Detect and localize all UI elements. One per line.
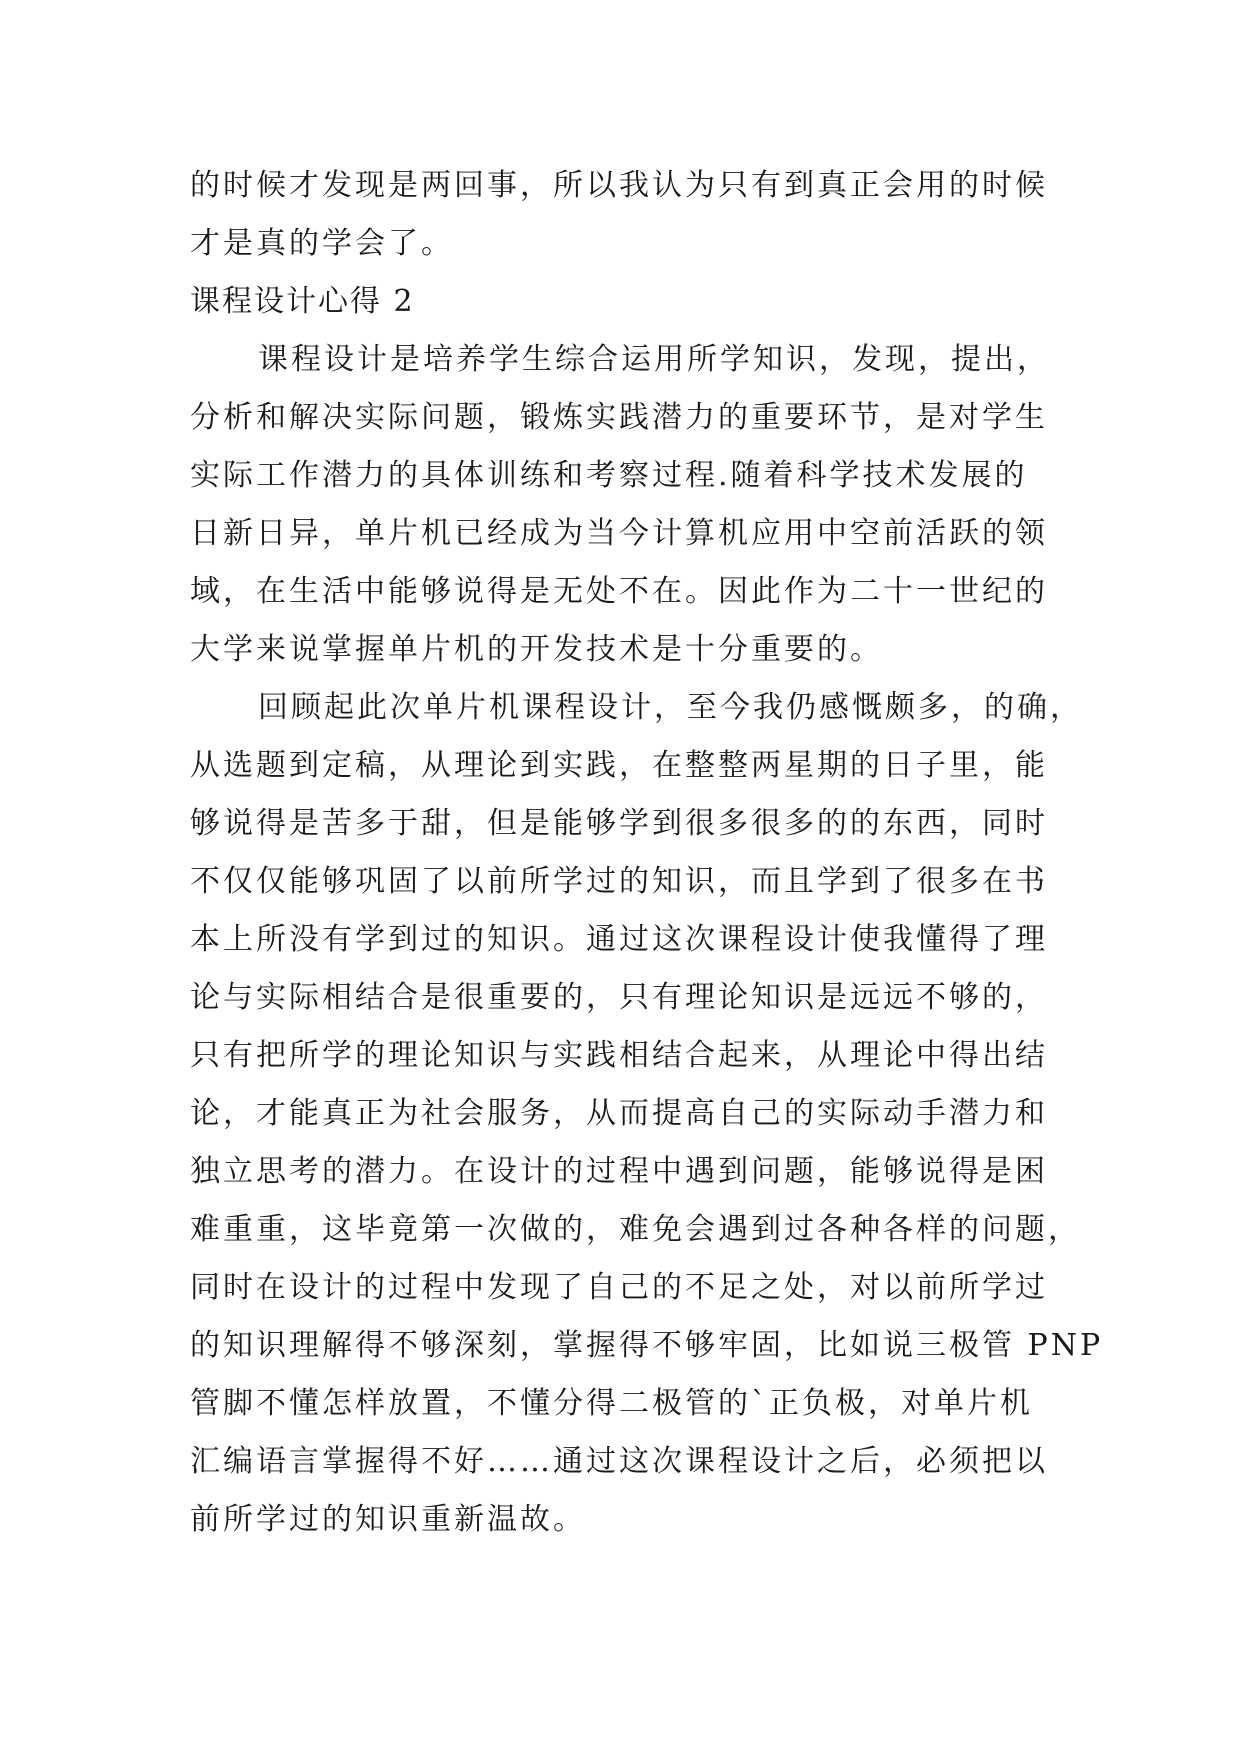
paragraph-line: 的时候才发现是两回事，所以我认为只有到真正会用的时候	[190, 168, 1048, 203]
paragraph-line: 从选题到定稿，从理论到实践，在整整两星期的日子里，能	[190, 748, 1048, 783]
paragraph-reflection	[190, 679, 1104, 1549]
paragraph-line: 实际工作潜力的具体训练和考察过程.随着科学技术发展的	[190, 458, 1028, 493]
paragraph-line: 前所学过的知识重新温故。	[190, 1502, 586, 1537]
document-body	[190, 157, 1104, 1549]
paragraph-line: 汇编语言掌握得不好……通过这次课程设计之后，必须把以	[190, 1444, 1048, 1479]
paragraph-line: 日新日异，单片机已经成为当今计算机应用中空前活跃的领	[190, 516, 1048, 551]
paragraph-line: 只有把所学的理论知识与实践相结合起来，从理论中得出结	[190, 1038, 1048, 1073]
paragraph-line: 论，才能真正为社会服务，从而提高自己的实际动手潜力和	[190, 1096, 1048, 1131]
paragraph-line: 难重重，这毕竟第一次做的，难免会遇到过各种各样的问题，	[190, 1212, 1081, 1247]
paragraph-intro	[190, 157, 1052, 273]
paragraph-line: 独立思考的潜力。在设计的过程中遇到问题，能够说得是困	[190, 1154, 1048, 1189]
section-heading: 课程设计心得 2	[190, 284, 415, 319]
paragraph-line: 分析和解决实际问题，锻炼实践潜力的重要环节，是对学生	[190, 400, 1048, 435]
paragraph-line: 管脚不懂怎样放置，不懂分得二极管的`正负极，对单片机	[190, 1386, 1033, 1421]
paragraph-line: 回顾起此次单片机课程设计，至今我仍感慨颇多，的确，	[258, 690, 1083, 725]
paragraph-line: 够说得是苦多于甜，但是能够学到很多很多的的东西，同时	[190, 806, 1048, 841]
paragraph-line: 同时在设计的过程中发现了自己的不足之处，对以前所学过	[190, 1270, 1048, 1305]
paragraph-line: 才是真的学会了。	[190, 226, 454, 261]
paragraph-line: 论与实际相结合是很重要的，只有理论知识是远远不够的，	[190, 980, 1048, 1015]
paragraph-line: 课程设计是培养学生综合运用所学知识，发现，提出，	[258, 342, 1050, 377]
paragraph-line: 域，在生活中能够说得是无处不在。因此作为二十一世纪的	[190, 574, 1048, 609]
paragraph-line: 的知识理解得不够深刻，掌握得不够牢固，比如说三极管 PNP	[190, 1328, 1104, 1363]
paragraph-line: 本上所没有学到过的知识。通过这次课程设计使我懂得了理	[190, 922, 1048, 957]
paragraph-line: 大学来说掌握单片机的开发技术是十分重要的。	[190, 632, 883, 667]
paragraph-course-design-purpose	[190, 331, 1052, 679]
paragraph-line: 不仅仅能够巩固了以前所学过的知识，而且学到了很多在书	[190, 864, 1048, 899]
